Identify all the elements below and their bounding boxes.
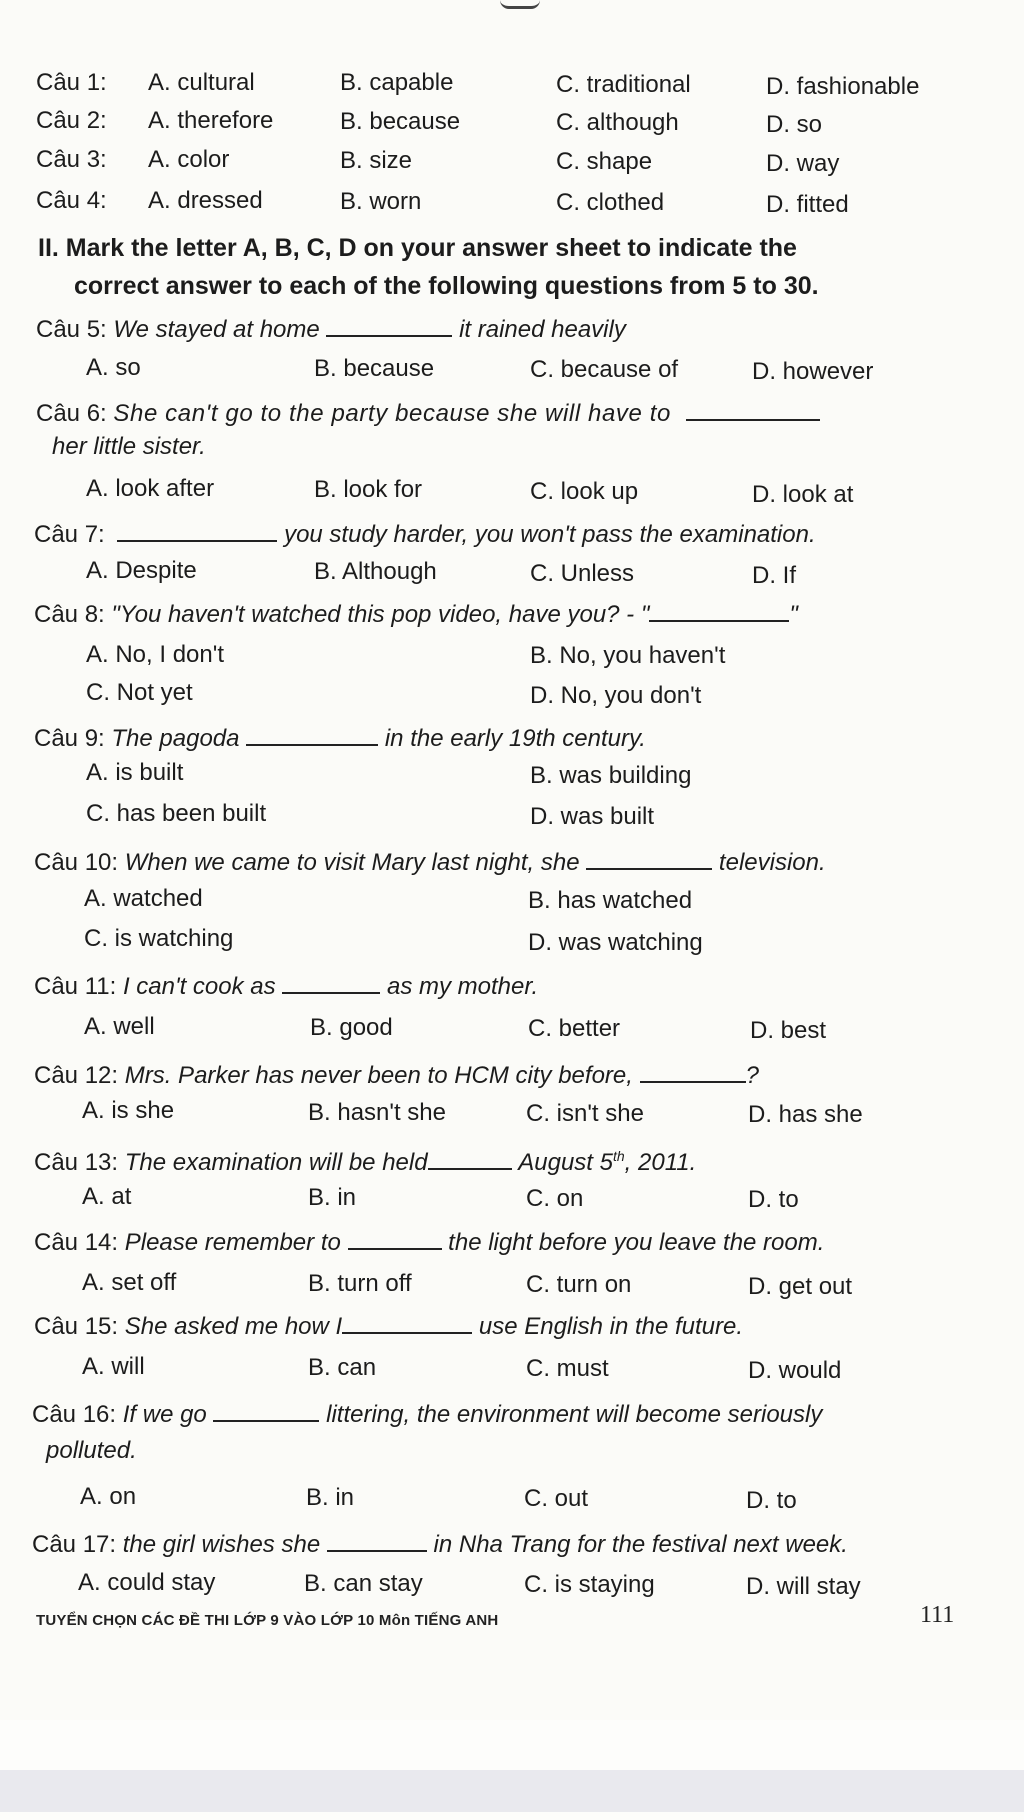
q14-label: Câu 14:	[34, 1229, 119, 1256]
q6-stem	[36, 397, 820, 429]
q17-option-c: C. is staying	[524, 1571, 655, 1598]
q5-text-pre: We stayed at home	[113, 316, 320, 343]
q2-option-d: D. so	[766, 111, 823, 138]
q17-option-b: B. can stay	[304, 1570, 423, 1597]
q5-option-d: D. however	[752, 358, 874, 385]
top-edge-mark	[500, 0, 540, 9]
q6-option-b: B. look for	[314, 476, 423, 503]
q8-option-d: D. No, you don't	[530, 682, 702, 709]
q10-text-pre: When we came to visit Mary last night, she	[124, 849, 580, 876]
q10-blank	[586, 846, 712, 870]
q6-option-a: A. look after	[86, 475, 215, 502]
q2-option-c: C. although	[556, 109, 679, 136]
q6-option-c: C. look up	[530, 478, 639, 505]
q5-option-c: C. because of	[530, 356, 679, 383]
q15-label: Câu 15:	[34, 1313, 119, 1340]
q16-text-line2: polluted.	[46, 1437, 137, 1464]
q15-option-b: B. can	[308, 1354, 377, 1381]
q11-option-d: D. best	[750, 1017, 827, 1044]
q1-label: Câu 1:	[36, 69, 107, 96]
q11-option-c: C. better	[528, 1015, 621, 1042]
q7-text-post: you study harder, you won't pass the examination.	[284, 521, 816, 548]
q5-blank	[326, 313, 452, 337]
q3-option-a: A. color	[148, 146, 230, 173]
q6-option-d: D. look at	[752, 481, 854, 508]
q11-stem	[34, 970, 538, 1002]
q15-stem	[34, 1310, 743, 1342]
q1-option-b: B. capable	[340, 69, 454, 96]
q16-option-c: C. out	[524, 1485, 589, 1512]
q12-text-post: ?	[745, 1062, 759, 1089]
q9-blank	[246, 722, 378, 746]
q9-option-a: A. is built	[86, 759, 184, 786]
q13-option-c: C. on	[526, 1185, 584, 1212]
q7-option-d: D. If	[752, 562, 797, 589]
q17-option-a: A. could stay	[78, 1569, 216, 1596]
q3-option-d: D. way	[766, 150, 840, 177]
q9-text-post: in the early 19th century.	[384, 725, 646, 752]
q8-text-post: "	[789, 601, 798, 628]
q14-text-pre: Please remember to	[124, 1229, 341, 1256]
bottom-band	[0, 1770, 1024, 1812]
q15-text-pre: She asked me how I	[124, 1313, 343, 1340]
q14-option-d: D. get out	[748, 1273, 853, 1300]
q16-option-b: B. in	[306, 1484, 355, 1511]
q7-option-a: A. Despite	[86, 557, 197, 584]
q12-option-c: C. isn't she	[526, 1100, 644, 1127]
q4-label: Câu 4:	[36, 187, 107, 214]
q13-blank	[428, 1146, 512, 1170]
q7-label: Câu 7:	[34, 521, 105, 548]
q1-option-c: C. traditional	[556, 71, 691, 98]
q12-text-pre: Mrs. Parker has never been to HCM city before,	[124, 1062, 633, 1089]
q13-text-mid: August 5	[518, 1149, 613, 1176]
q15-option-d: D. would	[748, 1357, 842, 1384]
q17-text-pre: the girl wishes she	[122, 1531, 321, 1558]
q17-label: Câu 17:	[32, 1531, 117, 1558]
q1-option-a: A. cultural	[148, 69, 255, 96]
q15-option-c: C. must	[526, 1355, 609, 1382]
book-title-footer: TUYỂN CHỌN CÁC ĐỀ THI LỚP 9 VÀO LỚP 10 Môn TIẾNG ANH	[36, 1612, 499, 1629]
q9-option-b: B. was building	[530, 762, 692, 789]
q16-stem-line2	[46, 1436, 137, 1466]
q12-option-b: B. hasn't she	[308, 1099, 446, 1126]
q13-option-a: A. at	[82, 1183, 132, 1210]
q6-text-pre: She can't go to the party because she will have to	[113, 400, 671, 427]
q16-text-post: littering, the environment will become seriously	[326, 1401, 823, 1428]
q7-option-c: C. Unless	[530, 560, 635, 587]
q12-blank	[640, 1059, 746, 1083]
q16-label: Câu 16:	[32, 1401, 117, 1428]
q11-text-pre: I can't cook as	[122, 973, 276, 1000]
q10-option-b: B. has watched	[528, 887, 693, 914]
q4-option-a: A. dressed	[148, 187, 263, 214]
q13-stem	[34, 1141, 696, 1178]
q6-blank	[686, 397, 820, 421]
q11-text-post: as my mother.	[386, 973, 539, 1000]
q13-superscript: th	[612, 1148, 625, 1164]
q16-blank	[213, 1398, 319, 1422]
q2-option-a: A. therefore	[148, 107, 274, 134]
q13-text-post: , 2011.	[624, 1149, 697, 1176]
q16-option-d: D. to	[746, 1487, 797, 1514]
q13-option-b: B. in	[308, 1184, 357, 1211]
q5-stem	[36, 313, 626, 345]
q14-text-post: the light before you leave the room.	[448, 1229, 825, 1256]
q10-option-a: A. watched	[84, 885, 203, 912]
q6-label: Câu 6:	[36, 400, 107, 427]
q14-stem	[34, 1226, 824, 1258]
q15-blank	[342, 1310, 472, 1334]
q5-option-b: B. because	[314, 355, 435, 382]
q4-option-b: B. worn	[340, 188, 422, 215]
q5-option-a: A. so	[86, 354, 141, 381]
q13-label: Câu 13:	[34, 1149, 119, 1176]
q7-option-b: B. Although	[314, 558, 437, 585]
q5-text-post: it rained heavily	[459, 316, 626, 343]
q13-option-d: D. to	[748, 1186, 799, 1213]
q16-text-pre: If we go	[122, 1401, 207, 1428]
q8-text-pre: "You haven't watched this pop video, have you? - "	[111, 601, 650, 628]
q9-text-pre: The pagoda	[111, 725, 240, 752]
q15-option-a: A. will	[82, 1353, 145, 1380]
q11-option-b: B. good	[310, 1014, 393, 1041]
q4-option-d: D. fitted	[766, 191, 849, 218]
q11-blank	[282, 970, 380, 994]
q9-label: Câu 9:	[34, 725, 105, 752]
q1-option-d: D. fashionable	[766, 73, 920, 100]
q14-option-b: B. turn off	[308, 1270, 412, 1297]
q17-option-d: D. will stay	[746, 1573, 861, 1600]
q8-stem	[34, 598, 798, 630]
q4-option-c: C. clothed	[556, 189, 665, 216]
q12-option-a: A. is she	[82, 1097, 175, 1124]
q3-option-b: B. size	[340, 147, 413, 174]
q12-option-d: D. has she	[748, 1101, 863, 1128]
q16-stem	[32, 1398, 822, 1430]
q10-option-d: D. was watching	[528, 929, 703, 956]
q11-option-a: A. well	[84, 1013, 155, 1040]
q13-text-pre: The examination will be held	[124, 1149, 428, 1176]
q12-label: Câu 12:	[34, 1062, 119, 1089]
q8-blank	[649, 598, 789, 622]
q2-label: Câu 2:	[36, 107, 107, 134]
q14-option-c: C. turn on	[526, 1271, 632, 1298]
q7-blank	[117, 518, 277, 542]
q10-label: Câu 10:	[34, 849, 119, 876]
q6-text-line2: her little sister.	[52, 433, 206, 460]
q17-stem	[32, 1528, 848, 1560]
q15-text-post: use English in the future.	[478, 1313, 744, 1340]
q17-blank	[327, 1528, 427, 1552]
q10-stem	[34, 846, 826, 878]
q5-label: Câu 5:	[36, 316, 107, 343]
q6-stem-line2	[52, 432, 206, 462]
q11-label: Câu 11:	[34, 973, 117, 1000]
q10-option-c: C. is watching	[84, 925, 234, 952]
q9-stem	[34, 722, 646, 754]
section-2-heading-line1: II. Mark the letter A, B, C, D on your answer sheet to indicate the	[38, 234, 797, 262]
q8-option-a: A. No, I don't	[86, 641, 224, 668]
q3-label: Câu 3:	[36, 146, 107, 173]
q17-text-post: in Nha Trang for the festival next week.	[433, 1531, 848, 1558]
q8-option-b: B. No, you haven't	[530, 642, 726, 669]
q2-option-b: B. because	[340, 108, 461, 135]
q14-option-a: A. set off	[82, 1269, 177, 1296]
section-2-heading-line2: correct answer to each of the following questions from 5 to 30.	[74, 272, 819, 300]
q3-option-c: C. shape	[556, 148, 653, 175]
q9-option-c: C. has been built	[86, 800, 267, 827]
q14-blank	[348, 1226, 442, 1250]
page-number: 111	[920, 1602, 955, 1628]
q8-option-c: C. Not yet	[86, 679, 193, 706]
q10-text-post: television.	[718, 849, 826, 876]
q12-stem	[34, 1059, 759, 1091]
q7-stem	[34, 518, 816, 550]
q9-option-d: D. was built	[530, 803, 655, 830]
q8-label: Câu 8:	[34, 601, 105, 628]
q16-option-a: A. on	[80, 1483, 137, 1510]
